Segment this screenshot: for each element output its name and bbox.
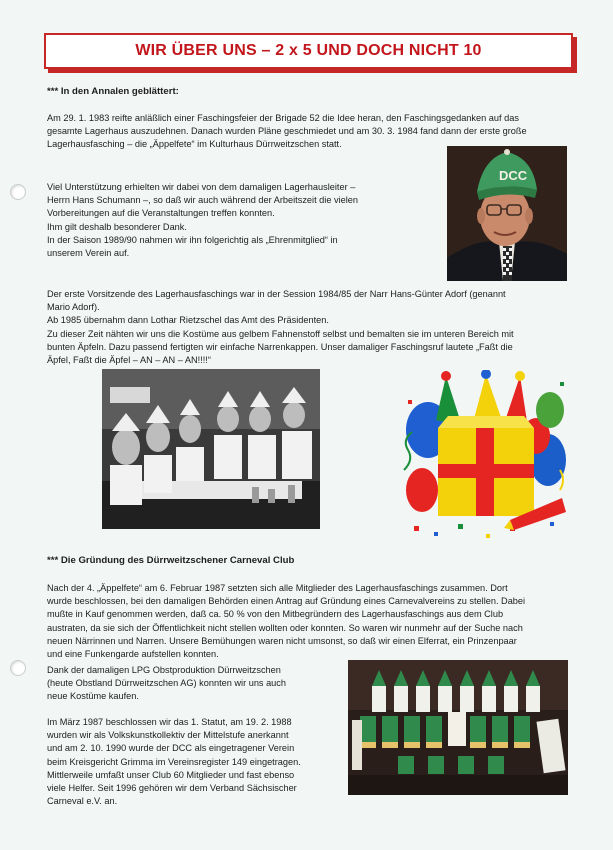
portrait-hat-label: DCC	[499, 168, 528, 183]
portrait-photo-image	[447, 146, 567, 281]
binder-hole-top	[10, 184, 26, 200]
group-photo	[348, 660, 568, 795]
page-title-box	[44, 33, 573, 69]
portrait-photo	[447, 146, 567, 281]
binder-hole-bottom	[10, 660, 26, 676]
paragraph-founding-1: Nach der 4. „Äppelfete“ am 6. Februar 1987 setzten sich alle Mitglieder des Lagerhausfaschings zusammen. Dort wurde beschlossen, bei den damaligen Behörden einen Antrag auf Gründung eines Carnevalvereins zu stellen. Dabei mußte in Kauf genommen werden, daß ca. 50 % von den Mitbegründern des Lagerhausfaschings aus dem Club austraten, da sie sich der Öffentlichkeit nicht stellen wollten oder konnten. So waren wir nunmehr auf der Suche nach neuen Närrinnen und Narren. Unsere Bemühungen waren nicht umsonst, so daß wir einen Elferrat, ein Prinzenpaar und eine Funkengarde aufstellen konnten.	[47, 583, 526, 660]
paragraph-history-1: Am 29. 1. 1983 reifte anläßlich einer Faschingsfeier der Brigade 52 die Idee heran, den Faschingsgedanken auf das gesamte Lagerhaus auszudehnen. Danach wurden Pläne geschmiedet und am 30. 3. 1984 fand dann der erste große Lagerhausfasching – die „Äppelfete“ im Kulturhaus Dürrweitzschen statt.	[47, 113, 527, 150]
carnival-clipart	[400, 370, 570, 545]
party-photo-image	[102, 369, 320, 529]
section-heading-gruendung: *** Die Gründung des Dürrweitzschener Carneval Club	[47, 555, 295, 566]
paragraph-history-2: Viel Unterstützung erhielten wir dabei von dem damaligen Lagerhausleiter – Herrn Hans Schumann –, so daß wir auch während der Arbeitszeit die vielen Vorbereitungen auf die Veranstaltungen treffen konnten. Ihm gilt deshalb besonderer Dank. In der Saison 1989/90 nahmen wir ihn folgerichtig als „Ehrenmitglied“ in unserem Verein auf.	[47, 182, 359, 259]
section-heading-annalen: *** In den Annalen geblättert:	[47, 86, 179, 97]
page-title: WIR ÜBER UNS – 2 x 5 UND DOCH NICHT 10	[135, 42, 482, 59]
group-photo-image	[348, 660, 568, 795]
paragraph-founding-3: Im März 1987 beschlossen wir das 1. Statut, am 19. 2. 1988 wurden wir als Volkskunstkollektiv der Mittelstufe anerkannt und am 2. 10. 1990 wurde der DCC als eingetragener Verein beim Kreisgericht Grimma im Vereinsregister 149 eingetragen. Mittlerweile umfaßt unser Club 60 Mitglieder und fast ebenso viele Helfer. Seit 1996 gehören wir dem Verband Sächsischer Carneval e.V. an.	[47, 717, 301, 807]
paragraph-history-3: Der erste Vorsitzende des Lagerhausfaschings war in der Session 1984/85 der Narr Hans-Günter Adorf (genannt Mario Adorf). Ab 1985 übernahm dann Lothar Rietzschel das Amt des Präsidenten. Zu dieser Zeit nähten wir uns die Kostüme aus gelbem Fahnenstoff selbst und bemalten sie im unteren Bereich mit bunten Äpfeln. Dazu passend fertigten wir einfache Narrenkappen. Unser damaliger Faschingsruf lautete „Faßt die Äpfel, Faßt die Äpfel – AN – AN – AN!!!!“	[47, 289, 514, 366]
party-photo-bw	[102, 369, 320, 529]
carnival-illustration	[400, 370, 570, 545]
paragraph-founding-2: Dank der damaligen LPG Obstproduktion Dürrweitzschen (heute Obstland Dürrweitzschen AG) konnten wir uns auch neue Kostüme kaufen.	[47, 665, 286, 702]
